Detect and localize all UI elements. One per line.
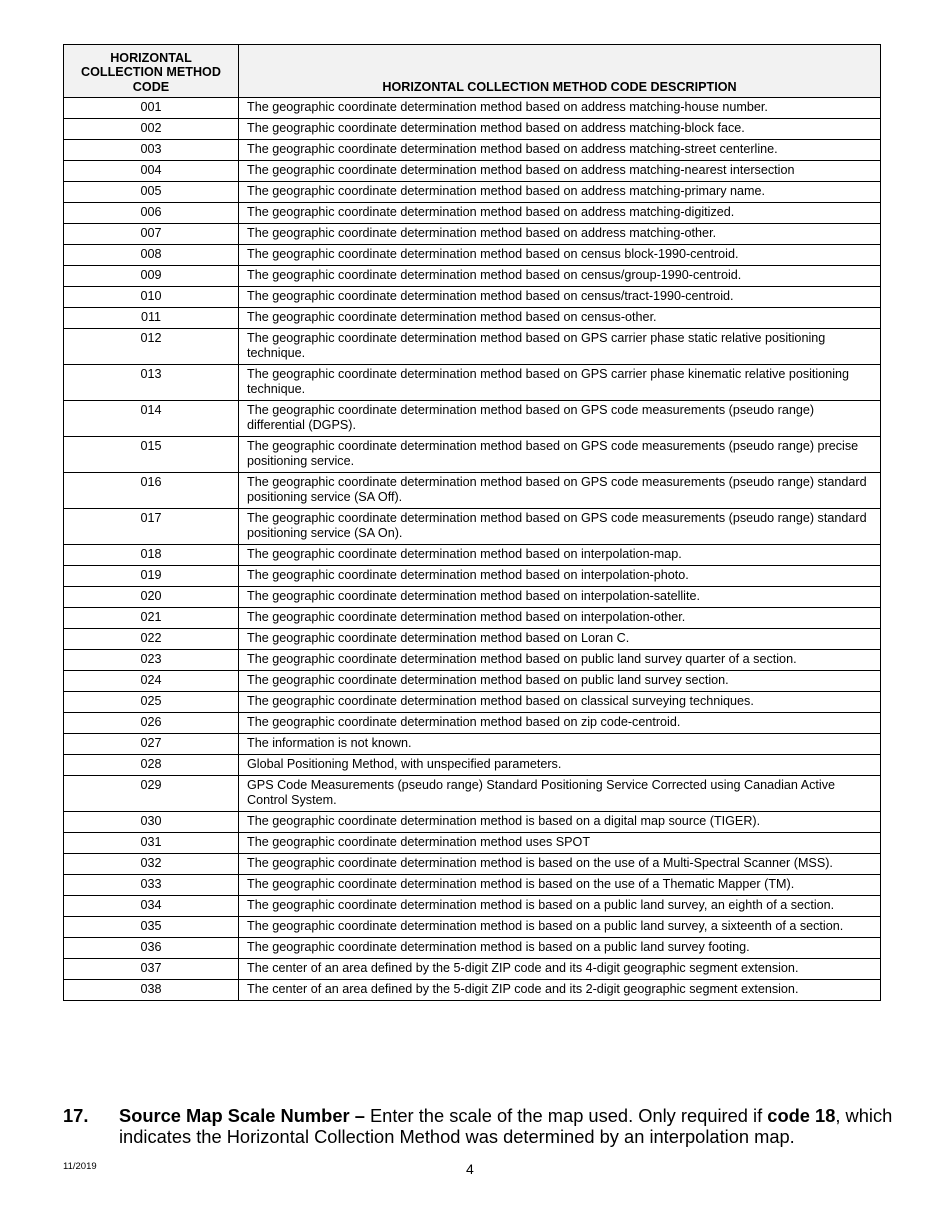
section-text-after: , which indicates the Horizontal Collection Method was determined by an interpolation map. [119,1105,893,1147]
table-row [64,755,881,776]
table-row [64,224,881,245]
section-17 [63,1105,903,1147]
table-row [64,509,881,545]
table-row [64,671,881,692]
table-row [64,266,881,287]
method-code: 015 [64,437,239,473]
table-row [64,692,881,713]
table-row [64,437,881,473]
method-code: 029 [64,776,239,812]
footer-date: 11/2019 [63,1161,97,1172]
method-code: 018 [64,545,239,566]
method-code: 024 [64,671,239,692]
table-row [64,401,881,437]
section-number: 17. [63,1105,89,1126]
method-code: 004 [64,161,239,182]
table-row [64,140,881,161]
table-row [64,161,881,182]
section-text-before: Enter the scale of the map used. Only required if [364,1105,768,1126]
section-body [119,1105,903,1147]
method-description: The geographic coordinate determination method based on GPS carrier phase static relative positioning technique. [239,329,881,365]
method-description: The center of an area defined by the 5-digit ZIP code and its 4-digit geographic segment extension. [239,959,881,980]
method-code: 037 [64,959,239,980]
method-description: The geographic coordinate determination method based on address matching-street centerline. [239,140,881,161]
method-description: The geographic coordinate determination method based on address matching-nearest intersection [239,161,881,182]
method-code: 025 [64,692,239,713]
method-code: 031 [64,833,239,854]
method-code: 027 [64,734,239,755]
method-description: The geographic coordinate determination method is based on a public land survey footing. [239,938,881,959]
method-description: The information is not known. [239,734,881,755]
method-code: 020 [64,587,239,608]
method-code: 007 [64,224,239,245]
table-row [64,308,881,329]
method-code: 005 [64,182,239,203]
method-description: The center of an area defined by the 5-digit ZIP code and its 2-digit geographic segment extension. [239,980,881,1001]
method-code: 019 [64,566,239,587]
table-row [64,545,881,566]
table-row [64,812,881,833]
method-description: The geographic coordinate determination method based on interpolation-map. [239,545,881,566]
table-row [64,365,881,401]
method-description: The geographic coordinate determination method based on public land survey quarter of a section. [239,650,881,671]
method-code: 006 [64,203,239,224]
method-code: 023 [64,650,239,671]
table-row [64,245,881,266]
table-row [64,875,881,896]
method-description: GPS Code Measurements (pseudo range) Standard Positioning Service Corrected using Canadian Active Control System. [239,776,881,812]
method-code: 021 [64,608,239,629]
table-row [64,980,881,1001]
table-row [64,650,881,671]
method-description: The geographic coordinate determination method is based on a digital map source (TIGER). [239,812,881,833]
method-code: 035 [64,917,239,938]
header-code: HORIZONTAL COLLECTION METHOD CODE [64,45,239,98]
table-row [64,287,881,308]
method-description: The geographic coordinate determination method based on address matching-other. [239,224,881,245]
method-code: 017 [64,509,239,545]
page-number: 4 [466,1161,474,1177]
horizontal-collection-method-table [63,44,881,1001]
method-description: The geographic coordinate determination method is based on a public land survey, a sixteenth of a section. [239,917,881,938]
method-description: The geographic coordinate determination method based on address matching-house number. [239,98,881,119]
table-row [64,896,881,917]
method-description: The geographic coordinate determination method based on interpolation-other. [239,608,881,629]
method-code: 028 [64,755,239,776]
table-row [64,938,881,959]
method-code: 030 [64,812,239,833]
method-code: 026 [64,713,239,734]
method-description: The geographic coordinate determination method based on census/tract-1990-centroid. [239,287,881,308]
method-description: The geographic coordinate determination method based on zip code-centroid. [239,713,881,734]
table-row [64,776,881,812]
method-description: The geographic coordinate determination method based on GPS code measurements (pseudo range) standard positioning service (SA Off). [239,473,881,509]
table-row [64,329,881,365]
method-description: The geographic coordinate determination method based on GPS code measurements (pseudo range) differential (DGPS). [239,401,881,437]
table-row [64,629,881,650]
method-code: 036 [64,938,239,959]
table-row [64,854,881,875]
method-code: 014 [64,401,239,437]
table-row [64,473,881,509]
method-description: The geographic coordinate determination method based on GPS code measurements (pseudo range) standard positioning service (SA On). [239,509,881,545]
method-code: 002 [64,119,239,140]
table-row [64,713,881,734]
method-description: The geographic coordinate determination method based on interpolation-satellite. [239,587,881,608]
method-description: The geographic coordinate determination method based on public land survey section. [239,671,881,692]
header-description: HORIZONTAL COLLECTION METHOD CODE DESCRIPTION [239,45,881,98]
method-description: The geographic coordinate determination method is based on the use of a Thematic Mapper (TM). [239,875,881,896]
method-code: 008 [64,245,239,266]
method-code: 011 [64,308,239,329]
table-row [64,203,881,224]
method-code: 001 [64,98,239,119]
table-row [64,959,881,980]
method-code: 033 [64,875,239,896]
method-code: 003 [64,140,239,161]
method-description: The geographic coordinate determination method based on Loran C. [239,629,881,650]
method-code: 022 [64,629,239,650]
method-code: 034 [64,896,239,917]
method-description: The geographic coordinate determination method based on address matching-primary name. [239,182,881,203]
method-description: The geographic coordinate determination method based on census-other. [239,308,881,329]
table-body [64,98,881,1001]
method-description: The geographic coordinate determination method based on interpolation-photo. [239,566,881,587]
method-description: The geographic coordinate determination method uses SPOT [239,833,881,854]
method-description: The geographic coordinate determination method based on GPS code measurements (pseudo range) precise positioning service. [239,437,881,473]
table-row [64,98,881,119]
method-description: The geographic coordinate determination method based on address matching-block face. [239,119,881,140]
table-row [64,917,881,938]
table-row [64,587,881,608]
method-description: The geographic coordinate determination method is based on a public land survey, an eighth of a section. [239,896,881,917]
method-code: 038 [64,980,239,1001]
table-row [64,833,881,854]
method-description: Global Positioning Method, with unspecified parameters. [239,755,881,776]
method-description: The geographic coordinate determination method based on address matching-digitized. [239,203,881,224]
table-row [64,119,881,140]
method-code: 009 [64,266,239,287]
section-title: Source Map Scale Number – [119,1105,365,1126]
table-row [64,566,881,587]
table-header-row [64,45,881,98]
table-row [64,182,881,203]
table-row [64,734,881,755]
section-code-ref: code 18 [767,1105,836,1126]
method-description: The geographic coordinate determination method based on classical surveying techniques. [239,692,881,713]
table-row [64,608,881,629]
method-code: 013 [64,365,239,401]
method-code: 010 [64,287,239,308]
method-code: 032 [64,854,239,875]
method-description: The geographic coordinate determination method based on census/group-1990-centroid. [239,266,881,287]
method-code: 012 [64,329,239,365]
method-code: 016 [64,473,239,509]
method-description: The geographic coordinate determination method is based on the use of a Multi-Spectral Scanner (MSS). [239,854,881,875]
method-description: The geographic coordinate determination method based on census block-1990-centroid. [239,245,881,266]
method-description: The geographic coordinate determination method based on GPS carrier phase kinematic relative positioning technique. [239,365,881,401]
